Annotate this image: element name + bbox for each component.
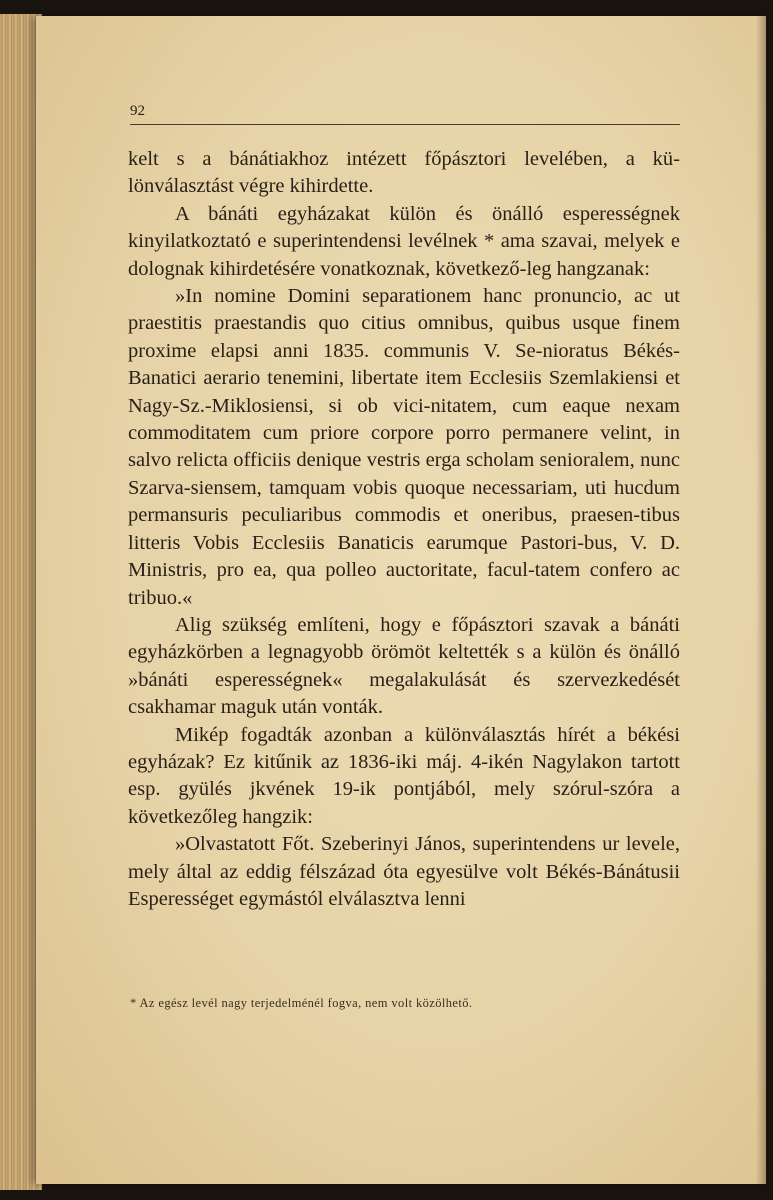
page-number: 92: [130, 103, 145, 119]
paragraph: kelt s a bánátiakhoz intézett főpásztori levelében, a kü-lönválasztást végre kihirdette.: [128, 148, 680, 198]
page-header: [130, 88, 680, 128]
paragraph: Mikép fogadták azonban a különválasztás hírét a békési egyházak? Ez kitűnik az 1836-iki máj. 4-ikén Nagylakon tartott esp. gyülés jkvének 19-ik pontjából, mely szórul-szóra a következőleg hangzik:: [128, 723, 680, 828]
paragraph: Alig szükség említeni, hogy e főpásztori szavak a bánáti egyházkörben a legnagyobb örömöt keltették s a külön és önálló »bánáti esperességnek« megalakulását és szervezkedését csakhamar maguk után vonták.: [128, 613, 680, 719]
body-text: [128, 146, 680, 913]
header-rule: [130, 124, 680, 125]
paragraph: »Olvastatott Főt. Szeberinyi János, superintendens ur levele, mely által az eddig félszázad óta egyesülve volt Békés-Bánátusii Esperességet egymástól elválasztva lenni: [128, 833, 680, 910]
footnote: * Az egész levél nagy terjedelménél fogva, nem volt közölhető.: [130, 996, 473, 1010]
page-shadow-edge: [756, 16, 766, 1184]
paragraph: A bánáti egyházakat külön és önálló esperességnek kinyilatkoztató e superintendensi levélnek * ama szavai, melyek e dolognak kihirdetésére vonatkoznak, következő-leg hangzanak:: [128, 202, 680, 280]
paragraph-latin-quote: »In nomine Domini separationem hanc pronuncio, ac ut praestitis praestandis quo citius omnibus, quibus usque finem proxime elapsi anni 1835. communis V. Se-nioratus Békés-Banatici aerario tenemini, libertate item Ecclesiis Szemlakiensi et Nagy-Sz.-Miklosiensi, si ob vici-nitatem, cum eaque nexam commoditatem cum priore corpore porro permanere velint, in salvo relicta officiis denique vestris erga scholam senioralem, nunc Szarva-siensem, tamquam vobis quoque necessariam, uti hucdum permansuris peculiaribus commodis et oneribus, praesen-tibus litteris Vobis Ecclesiis Banaticis earumque Pastori-bus, V. D. Ministris, pro ea, qua polleo auctoritate, facul-tatem confero ac tribuo.«: [128, 285, 680, 609]
